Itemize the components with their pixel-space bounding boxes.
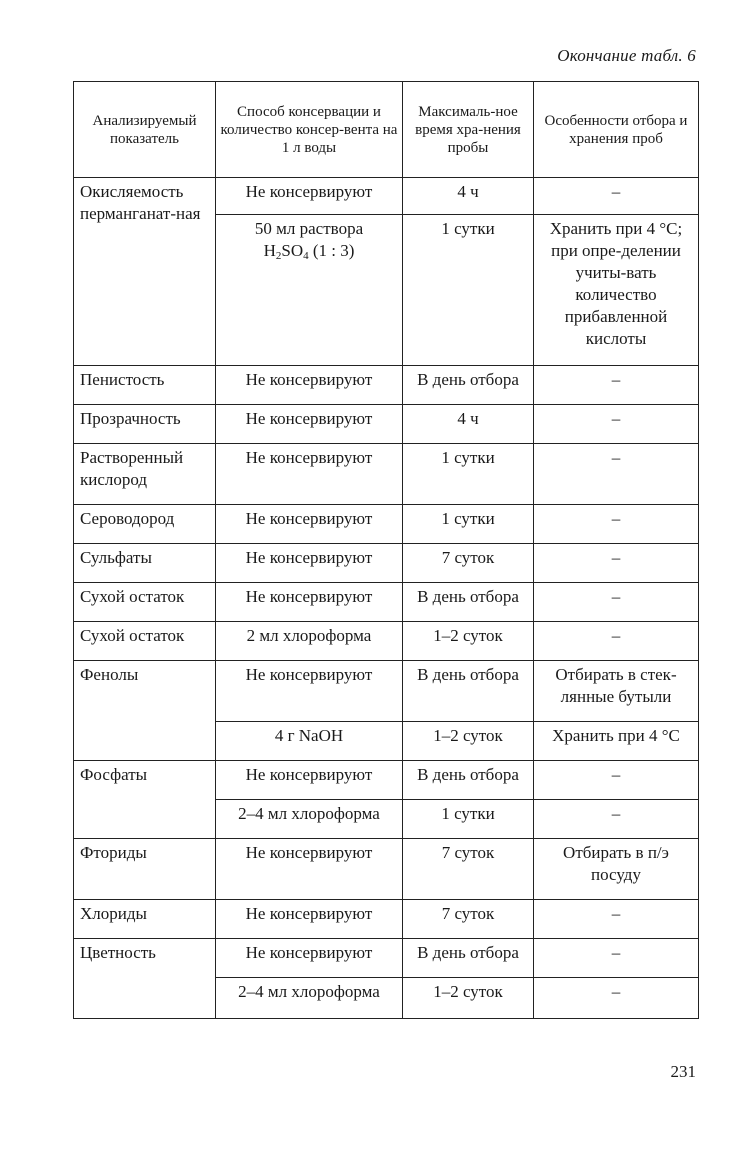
row-notes: – <box>534 622 699 661</box>
table-row <box>74 761 699 800</box>
formula-part: H <box>263 241 276 260</box>
row-notes: – <box>534 761 699 800</box>
row-method: Не консервируют <box>216 661 403 722</box>
row-param: Фенолы <box>74 661 216 761</box>
row-notes: – <box>534 939 699 978</box>
row-method: 4 г NaOH <box>216 722 403 761</box>
table-row <box>74 178 699 215</box>
row-method: Не консервируют <box>216 761 403 800</box>
page-number: 231 <box>670 1062 696 1081</box>
row-method <box>216 215 403 366</box>
row-time: 1 сутки <box>403 800 534 839</box>
table-row <box>74 939 699 978</box>
table-row <box>74 505 699 544</box>
row-time: 1–2 суток <box>403 622 534 661</box>
row-time: 7 суток <box>403 544 534 583</box>
row-param: Пенистость <box>74 366 216 405</box>
row-notes: – <box>534 444 699 505</box>
chemical-formula <box>220 240 398 262</box>
row-notes: – <box>534 405 699 444</box>
row-method: Не консервируют <box>216 405 403 444</box>
row-notes: Отбирать в стек-лянные бутыли <box>534 661 699 722</box>
table-row <box>74 544 699 583</box>
row-method: Не консервируют <box>216 444 403 505</box>
header-method: Способ консервации и количество консер-вента на 1 л воды <box>216 82 403 178</box>
row-param: Хлориды <box>74 900 216 939</box>
row-param: Сероводород <box>74 505 216 544</box>
row-notes: Хранить при 4 °С <box>534 722 699 761</box>
table-row <box>74 839 699 900</box>
row-param: Окисляемость перманганат-ная <box>74 178 216 366</box>
table-row <box>74 366 699 405</box>
table-row <box>74 900 699 939</box>
table-row <box>74 661 699 722</box>
row-param: Сульфаты <box>74 544 216 583</box>
row-notes: – <box>534 800 699 839</box>
row-time: 7 суток <box>403 900 534 939</box>
row-notes: – <box>534 900 699 939</box>
row-method: Не консервируют <box>216 583 403 622</box>
row-param: Фториды <box>74 839 216 900</box>
row-time: 1–2 суток <box>403 722 534 761</box>
row-method: Не консервируют <box>216 544 403 583</box>
row-method: Не консервируют <box>216 939 403 978</box>
row-notes: Хранить при 4 °С; при опре-делении учиты-вать количество прибавленной кислоты <box>534 215 699 366</box>
row-time: 1 сутки <box>403 444 534 505</box>
row-time: В день отбора <box>403 761 534 800</box>
header-parameter: Анализируемый показатель <box>74 82 216 178</box>
row-notes: Отбирать в п/э посуду <box>534 839 699 900</box>
formula-subscript: 4 <box>303 250 309 262</box>
row-param: Цветность <box>74 939 216 1019</box>
formula-subscript: 2 <box>275 250 282 262</box>
row-notes: – <box>534 583 699 622</box>
row-time: 1 сутки <box>403 215 534 366</box>
header-time: Максималь-ное время хра-нения пробы <box>403 82 534 178</box>
row-method: 2 мл хлороформа <box>216 622 403 661</box>
table-row <box>74 444 699 505</box>
row-notes: – <box>534 178 699 215</box>
row-time: В день отбора <box>403 939 534 978</box>
row-method: Не консервируют <box>216 900 403 939</box>
table-caption: Окончание табл. 6 <box>557 46 696 65</box>
row-time: В день отбора <box>403 661 534 722</box>
row-method: 2–4 мл хлороформа <box>216 978 403 1019</box>
row-time: 1 сутки <box>403 505 534 544</box>
row-time: 7 суток <box>403 839 534 900</box>
row-param: Фосфаты <box>74 761 216 839</box>
row-time: В день отбора <box>403 583 534 622</box>
row-time: 4 ч <box>403 178 534 215</box>
row-method: Не консервируют <box>216 178 403 215</box>
row-param: Сухой остаток <box>74 583 216 622</box>
row-time: 1–2 суток <box>403 978 534 1019</box>
preservation-table <box>73 81 699 1019</box>
formula-part: SO <box>281 241 304 260</box>
row-method: Не консервируют <box>216 366 403 405</box>
row-method: 2–4 мл хлороформа <box>216 800 403 839</box>
header-row <box>74 82 699 178</box>
table-row <box>74 622 699 661</box>
row-notes: – <box>534 505 699 544</box>
row-notes: – <box>534 544 699 583</box>
row-param: Растворенный кислород <box>74 444 216 505</box>
row-time: 4 ч <box>403 405 534 444</box>
row-method: Не консервируют <box>216 505 403 544</box>
row-param: Сухой остаток <box>74 622 216 661</box>
row-param: Прозрачность <box>74 405 216 444</box>
row-notes: – <box>534 366 699 405</box>
table-row <box>74 583 699 622</box>
header-notes: Особенности отбора и хранения проб <box>534 82 699 178</box>
row-notes: – <box>534 978 699 1019</box>
row-method: Не консервируют <box>216 839 403 900</box>
table-row <box>74 405 699 444</box>
formula-part: (1 : 3) <box>308 241 355 260</box>
row-time: В день отбора <box>403 366 534 405</box>
method-line: 50 мл раствора <box>254 219 364 238</box>
